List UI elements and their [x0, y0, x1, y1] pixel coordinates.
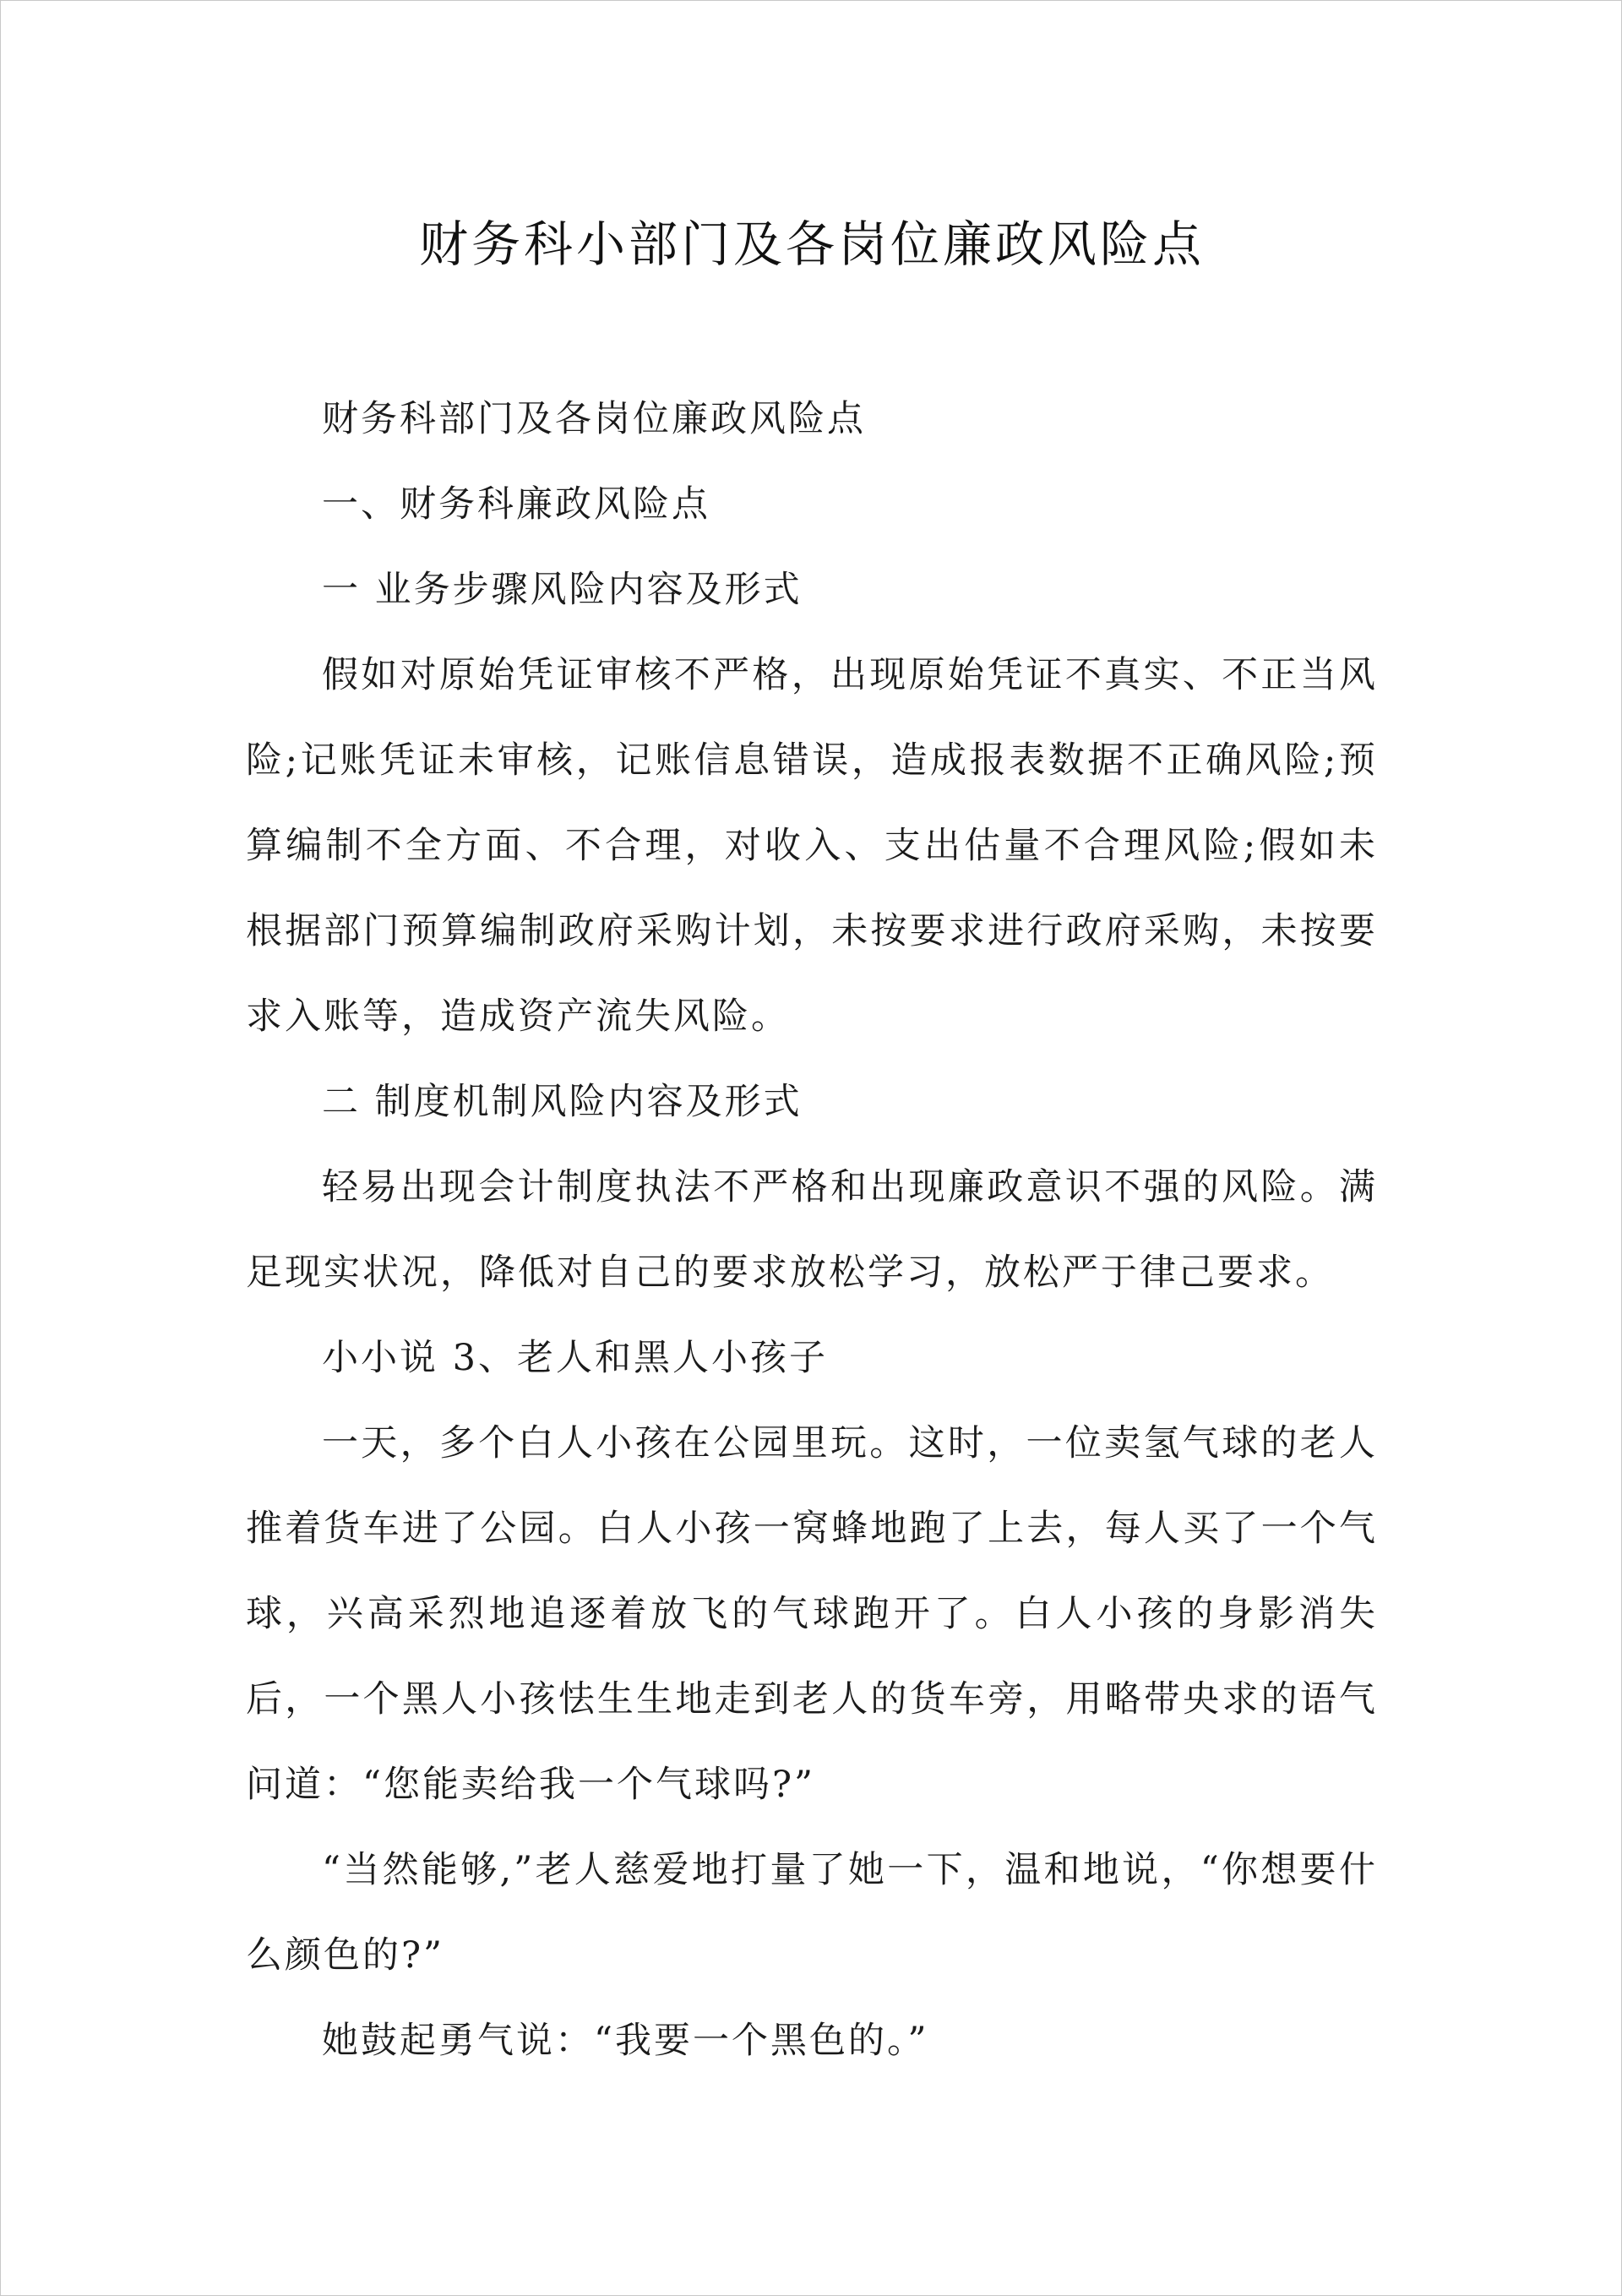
paragraph-subheading: 一 业务步骤风险内容及形式 — [322, 569, 803, 611]
paragraph-body: 假如对原始凭证审核不严格，出现原始凭证不真实、不正当风险;记账凭证未审核，记账信息错误，造成报表数据不正确风险;预算编制不全方面、不合理，对收入、支出估量不合理风险;假如未根据部门预算编制政府采购计划，未按要求进行政府采购，未按要求入账等，造成资产流失风险。 — [246, 654, 1378, 1038]
document-body — [246, 377, 1378, 2084]
paragraph-subheading: 二 制度机制风险内容及形式 — [322, 1081, 803, 1123]
paragraph-body: 她鼓起勇气说：“我要一个黑色的。” — [322, 2020, 929, 2062]
paragraph-section-heading: 一、财务科廉政风险点 — [322, 483, 710, 526]
paragraph-body: 一天，多个白人小孩在公园里玩。这时，一位卖氢气球的老人推着货车进了公园。白人小孩一窝蜂地跑了上去，每人买了一个气球，兴高采烈地追逐着放飞的气球跑开了。白人小孩的身影消失后，一个黑人小孩怯生生地走到老人的货车旁，用略带央求的语气问道：“您能卖给我一个气球吗?” — [246, 1422, 1378, 1806]
paragraph-story-title: 小小说 3、老人和黑人小孩子 — [322, 1337, 829, 1379]
paragraph-body: 轻易出现会计制度执法不严格和出现廉政意识不强的风险。满足现实状况，降低对自己的要求放松学习，放松严于律己要求。 — [246, 1166, 1378, 1294]
document-title: 财务科小部门及各岗位廉政风险点 — [418, 215, 1205, 273]
paragraph-body: “当然能够,”老人慈爱地打量了她一下，温和地说，“你想要什么颜色的?” — [246, 1849, 1378, 1977]
paragraph-subtitle: 财务科部门及各岗位廉政风险点 — [322, 398, 866, 440]
